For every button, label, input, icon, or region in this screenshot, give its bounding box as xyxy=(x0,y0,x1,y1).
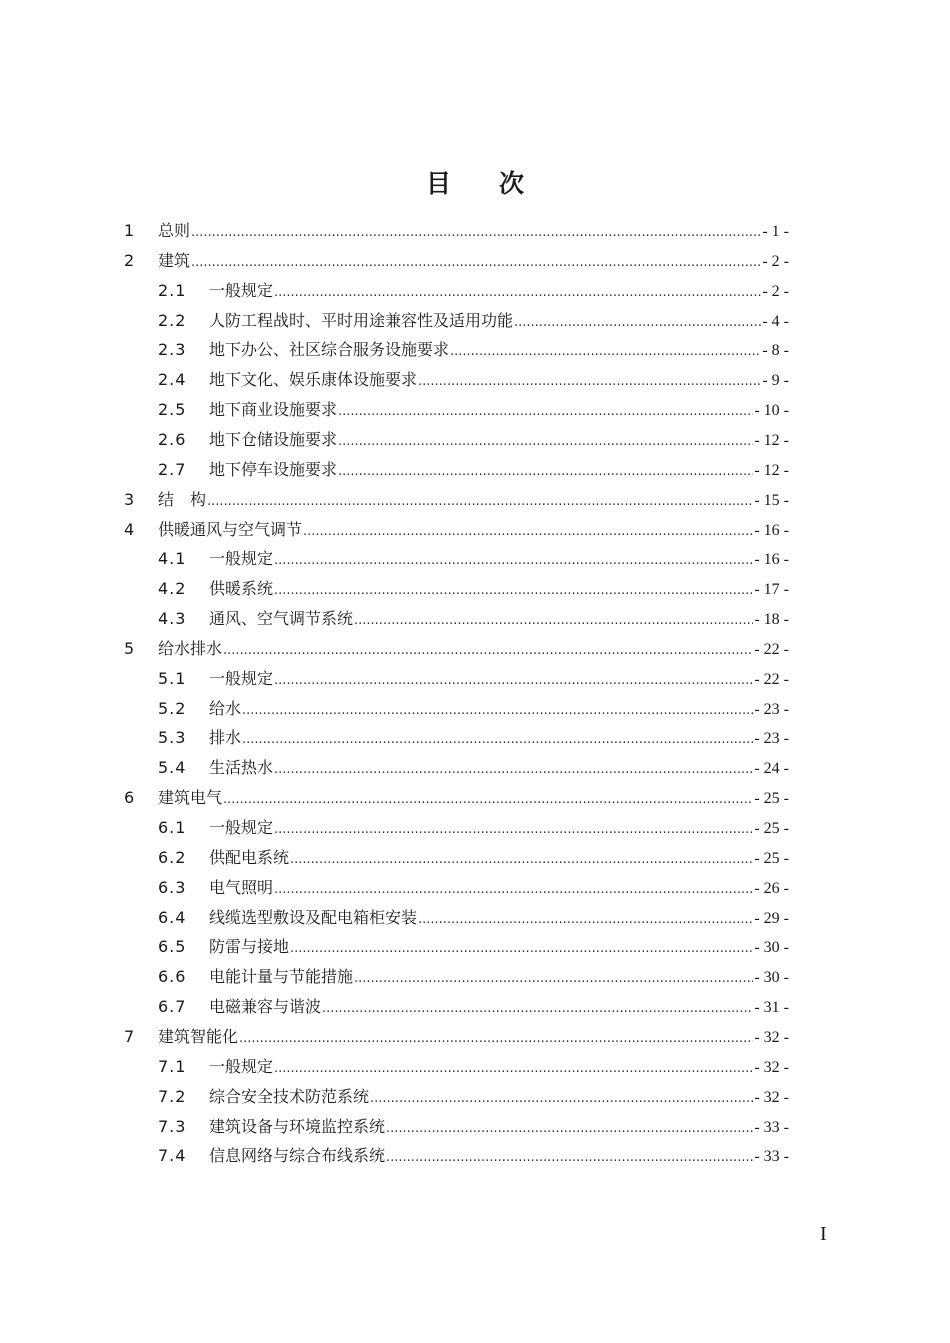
title-char-1: 目 xyxy=(425,169,451,198)
toc-entry-label: 给水 xyxy=(209,698,242,718)
toc-entry-number: 3 xyxy=(124,489,136,509)
toc-entry-label: 地下停车设施要求 xyxy=(209,459,338,479)
toc-entry[interactable] xyxy=(0,1052,950,1082)
dot-leader xyxy=(274,1054,753,1084)
toc-entry-label: 地下文化、娱乐康体设施要求 xyxy=(209,370,418,390)
toc-entry-line xyxy=(209,843,789,875)
toc-entry-label: 防雷与接地 xyxy=(209,937,290,957)
toc-entry-label: 信息网络与综合布线系统 xyxy=(209,1146,386,1166)
dot-leader xyxy=(370,1084,753,1114)
toc-entry[interactable] xyxy=(0,276,950,306)
toc-entry-label: 供配电系统 xyxy=(209,847,290,867)
toc-entry-line xyxy=(209,753,789,785)
dot-leader xyxy=(514,308,761,338)
toc-entry-number: 4.1 xyxy=(158,549,187,569)
toc-entry-page: - 2 - xyxy=(762,282,789,300)
toc-entry-page: - 17 - xyxy=(754,581,789,599)
toc-entry-line xyxy=(158,246,789,278)
toc-entry[interactable] xyxy=(0,783,950,813)
toc-entry-label: 供暖系统 xyxy=(209,579,274,599)
toc-entry-number: 4.3 xyxy=(158,609,187,629)
toc-entry[interactable] xyxy=(0,306,950,336)
toc-entry-label: 一般规定 xyxy=(209,818,274,837)
toc-entry-number: 7.2 xyxy=(158,1086,187,1106)
toc-entry[interactable] xyxy=(0,246,950,276)
toc-entry-number: 2.6 xyxy=(158,429,187,449)
toc-entry[interactable] xyxy=(0,1082,950,1112)
toc-entry-line xyxy=(158,485,789,517)
toc-entry-line xyxy=(209,694,789,726)
toc-entry-label: 结 构 xyxy=(158,489,207,509)
toc-entry-line xyxy=(209,962,789,994)
toc-entry-number: 7.3 xyxy=(158,1116,187,1136)
toc-entry-label: 地下仓储设施要求 xyxy=(209,429,338,449)
toc-entry-line xyxy=(209,664,789,696)
toc-entry-number: 6.2 xyxy=(158,847,187,867)
toc-entry[interactable] xyxy=(0,873,950,903)
toc-entry-line xyxy=(209,932,789,964)
toc-entry[interactable] xyxy=(0,634,950,664)
toc-entry-number: 6.3 xyxy=(158,877,187,897)
toc-entry[interactable] xyxy=(0,843,950,873)
dot-leader xyxy=(322,994,753,1024)
toc-entry-page: - 12 - xyxy=(754,431,789,449)
toc-entry-line xyxy=(209,574,789,606)
toc-entry-page: - 15 - xyxy=(754,491,789,509)
toc-entry-line xyxy=(209,544,789,576)
toc-entry-page: - 33 - xyxy=(754,1148,789,1166)
toc-entry-page: - 10 - xyxy=(754,402,789,420)
toc-entry-label: 给水排水 xyxy=(158,638,223,658)
dot-leader xyxy=(274,875,753,905)
dot-leader xyxy=(274,546,753,576)
toc-entry[interactable] xyxy=(0,903,950,933)
dot-leader xyxy=(418,367,761,397)
toc-entry-line xyxy=(209,723,789,755)
dot-leader xyxy=(338,457,753,487)
toc-entry-label: 地下商业设施要求 xyxy=(209,400,338,420)
dot-leader xyxy=(290,934,753,964)
toc-entry[interactable] xyxy=(0,992,950,1022)
toc-entry-line xyxy=(209,1052,789,1084)
dot-leader xyxy=(191,248,761,278)
toc-entry-number: 6.6 xyxy=(158,967,187,987)
toc-entry-line xyxy=(209,992,789,1024)
toc-entry-page: - 9 - xyxy=(762,372,789,390)
toc-entry-line xyxy=(209,335,789,367)
toc-entry-page: - 23 - xyxy=(754,700,789,718)
page-title xyxy=(0,166,950,202)
dot-leader xyxy=(418,905,753,935)
toc-entry[interactable] xyxy=(0,962,950,992)
toc-entry-number: 2.2 xyxy=(158,310,187,330)
toc-entry-page: - 1 - xyxy=(762,223,789,240)
dot-leader xyxy=(354,964,753,994)
toc-entry-page: - 25 - xyxy=(754,820,789,837)
toc-entry-line xyxy=(158,783,789,815)
toc-entry[interactable] xyxy=(0,485,950,515)
toc-entry[interactable] xyxy=(0,395,950,425)
dot-leader xyxy=(354,606,753,636)
dot-leader xyxy=(223,785,753,815)
toc-entry-page: - 30 - xyxy=(754,939,789,957)
toc-entry-number: 7.4 xyxy=(158,1146,187,1166)
dot-leader xyxy=(386,1114,753,1144)
toc-entry-page: - 8 - xyxy=(762,342,789,360)
toc-entry-page: - 23 - xyxy=(754,730,789,748)
toc-entry-page: - 32 - xyxy=(754,1058,789,1076)
toc-entry-label: 综合安全技术防范系统 xyxy=(209,1086,370,1106)
toc-entry[interactable] xyxy=(0,1022,950,1052)
toc-entry-label: 电能计量与节能措施 xyxy=(209,967,354,987)
toc-entry-label: 建筑电气 xyxy=(158,788,223,808)
toc-entry-page: - 2 - xyxy=(762,252,789,270)
toc-entry[interactable] xyxy=(0,932,950,962)
dot-leader xyxy=(191,218,761,248)
toc-entry-page: - 32 - xyxy=(754,1088,789,1106)
dot-leader xyxy=(274,278,761,308)
toc-entry[interactable] xyxy=(0,425,950,455)
toc-entry-page: - 22 - xyxy=(754,640,789,658)
toc-entry-label: 一般规定 xyxy=(209,1056,274,1076)
toc-entry-line xyxy=(209,1082,789,1114)
toc-entry[interactable] xyxy=(0,455,950,485)
toc-entry-number: 4 xyxy=(124,519,136,539)
toc-entry-label: 线缆选型敷设及配电箱柜安装 xyxy=(209,907,418,927)
toc-entry-line xyxy=(209,276,789,308)
toc-entry[interactable] xyxy=(0,216,950,246)
toc-entry-label: 电磁兼容与谐波 xyxy=(209,997,322,1017)
toc-entry-number: 6.5 xyxy=(158,937,187,957)
dot-leader xyxy=(207,487,753,517)
toc-entry-page: - 32 - xyxy=(754,1028,789,1046)
toc-entry-number: 5.4 xyxy=(158,758,187,778)
toc-entry-line xyxy=(209,425,789,457)
toc-entry-page: - 16 - xyxy=(754,521,789,539)
toc-entry-line xyxy=(209,1112,789,1144)
toc-entry-page: - 16 - xyxy=(754,551,789,569)
toc-entry-label: 人防工程战时、平时用途兼容性及适用功能 xyxy=(209,310,514,330)
toc-entry-label: 总则 xyxy=(158,221,191,240)
dot-leader xyxy=(223,636,753,666)
toc-entry-number: 2.3 xyxy=(158,340,187,360)
toc-entry-number: 6.4 xyxy=(158,907,187,927)
toc-entry-page: - 12 - xyxy=(754,461,789,479)
toc-entry-line xyxy=(209,604,789,636)
toc-entry[interactable] xyxy=(0,515,950,545)
toc-entry-label: 一般规定 xyxy=(209,549,274,569)
toc-entry-number: 5.1 xyxy=(158,668,187,688)
toc-entry-line xyxy=(158,515,789,547)
toc-entry-page: - 33 - xyxy=(754,1118,789,1136)
toc-entry-line xyxy=(209,395,789,427)
toc-entry-number: 5.3 xyxy=(158,728,187,748)
toc-entry-number: 1 xyxy=(124,221,136,240)
toc-entry-number: 7 xyxy=(124,1026,136,1046)
toc-entry-number: 2.1 xyxy=(158,280,187,300)
dot-leader xyxy=(242,725,753,755)
toc-entry-label: 一般规定 xyxy=(209,280,274,300)
dot-leader xyxy=(274,755,753,785)
dot-leader xyxy=(338,397,753,427)
toc-entry-number: 2 xyxy=(124,250,136,270)
toc-entry[interactable] xyxy=(0,1112,950,1142)
toc-entry[interactable] xyxy=(0,753,950,783)
dot-leader xyxy=(338,427,753,457)
toc-entry-page: - 22 - xyxy=(754,670,789,688)
toc-entry[interactable] xyxy=(0,574,950,604)
toc-entry-number: 6.7 xyxy=(158,997,187,1017)
toc-entry-line xyxy=(158,216,789,248)
toc-entry-number: 4.2 xyxy=(158,579,187,599)
toc-entry[interactable] xyxy=(0,664,950,694)
toc-entry-number: 5.2 xyxy=(158,698,187,718)
toc-entry-page: - 30 - xyxy=(754,969,789,987)
toc-entry[interactable] xyxy=(0,335,950,365)
dot-leader xyxy=(239,1024,753,1054)
toc-entry-number: 2.4 xyxy=(158,370,187,390)
toc-entry-line xyxy=(209,873,789,905)
toc-entry-line xyxy=(209,813,789,845)
toc-entry-number: 2.5 xyxy=(158,400,187,420)
toc-entry-line xyxy=(209,306,789,338)
toc-entry-page: - 25 - xyxy=(754,849,789,867)
toc-entry-number: 2.7 xyxy=(158,459,187,479)
title-char-2: 次 xyxy=(499,169,525,198)
toc-entry[interactable] xyxy=(0,604,950,634)
dot-leader xyxy=(274,815,753,845)
toc-entry[interactable] xyxy=(0,723,950,753)
toc-entry-label: 供暖通风与空气调节 xyxy=(158,519,303,539)
toc-entry-line xyxy=(158,1022,789,1054)
toc-entry-number: 6 xyxy=(124,788,136,808)
toc-entry-page: - 31 - xyxy=(754,999,789,1017)
dot-leader xyxy=(450,337,761,367)
dot-leader xyxy=(274,666,753,696)
dot-leader xyxy=(242,696,753,726)
toc-entry-page: - 26 - xyxy=(754,879,789,897)
toc-entry-label: 排水 xyxy=(209,728,242,748)
toc-entry-page: - 24 - xyxy=(754,760,789,778)
toc-entry[interactable] xyxy=(0,813,950,843)
toc-entry-label: 建筑 xyxy=(158,250,191,270)
toc-entry-page: - 25 - xyxy=(754,790,789,808)
toc-entry[interactable] xyxy=(0,1141,950,1171)
toc-entry-label: 地下办公、社区综合服务设施要求 xyxy=(209,340,450,360)
toc-entry-number: 7.1 xyxy=(158,1056,187,1076)
dot-leader xyxy=(274,576,753,606)
toc-entry-label: 一般规定 xyxy=(209,668,274,688)
toc-entry-line xyxy=(158,634,789,666)
dot-leader xyxy=(303,517,753,547)
toc-entry-line xyxy=(209,455,789,487)
toc-entry-line xyxy=(209,903,789,935)
toc-entry-label: 生活热水 xyxy=(209,758,274,778)
toc-entry-page: - 4 - xyxy=(762,312,789,330)
toc-entry-number: 6.1 xyxy=(158,818,187,837)
toc-entry-label: 电气照明 xyxy=(209,877,274,897)
dot-leader xyxy=(290,845,753,875)
toc-entry[interactable] xyxy=(0,365,950,395)
toc-entry-page: - 18 - xyxy=(754,611,789,629)
toc-entry-label: 建筑智能化 xyxy=(158,1026,239,1046)
toc-entry[interactable] xyxy=(0,544,950,574)
toc-entry[interactable] xyxy=(0,694,950,724)
toc-entry-label: 建筑设备与环境监控系统 xyxy=(209,1116,386,1136)
toc-entry-line xyxy=(209,1141,789,1173)
page-folio: I xyxy=(820,1223,827,1245)
toc-entry-label: 通风、空气调节系统 xyxy=(209,609,354,629)
toc-entry-page: - 29 - xyxy=(754,909,789,927)
toc-entry-number: 5 xyxy=(124,638,136,658)
toc-entry-line xyxy=(209,365,789,397)
dot-leader xyxy=(386,1143,753,1173)
